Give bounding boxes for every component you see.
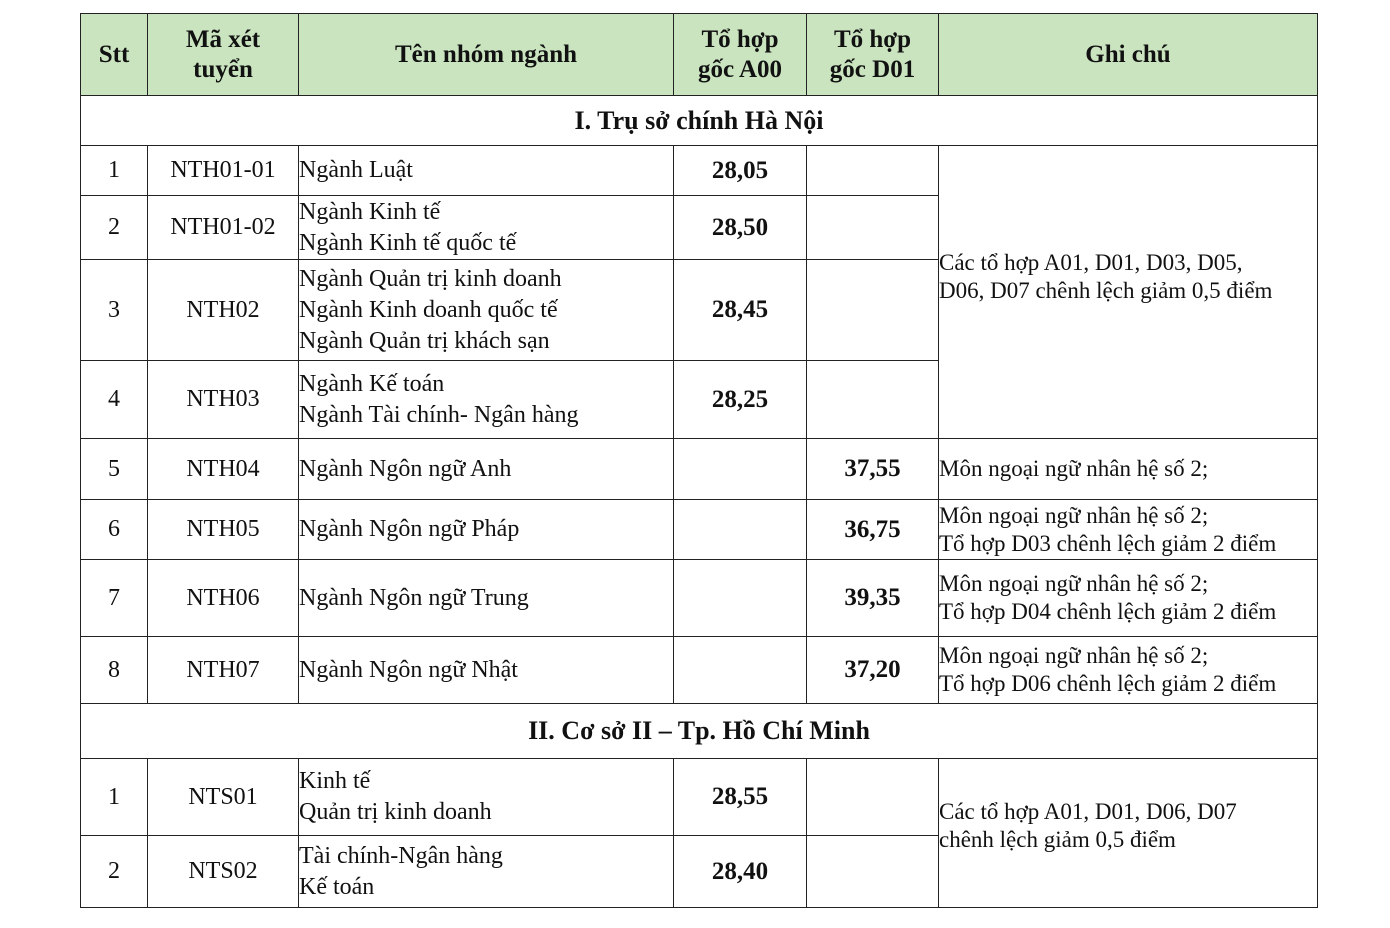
cell-ma: NTH05 — [148, 500, 299, 560]
cell-stt: 3 — [81, 260, 148, 361]
cell-stt: 2 — [81, 836, 148, 908]
cell-ma: NTH04 — [148, 439, 299, 500]
cell-d01 — [807, 146, 939, 196]
cell-stt: 6 — [81, 500, 148, 560]
cell-ten: Ngành Ngôn ngữ Trung — [299, 560, 674, 637]
cell-ten: Ngành Ngôn ngữ Pháp — [299, 500, 674, 560]
cell-ma: NTH07 — [148, 637, 299, 704]
header-to-hop-d01: Tổ hợp gốc D01 — [807, 14, 939, 96]
cell-ten: Ngành Ngôn ngữ Nhật — [299, 637, 674, 704]
header-ma-xet-tuyen: Mã xét tuyển — [148, 14, 299, 96]
cell-ma: NTH02 — [148, 260, 299, 361]
cell-d01: 37,20 — [807, 637, 939, 704]
cell-ten: Ngành Quản trị kinh doanh Ngành Kinh doanh quốc tế Ngành Quản trị khách sạn — [299, 260, 674, 361]
header-to-hop-a00: Tổ hợp gốc A00 — [674, 14, 807, 96]
table-header — [81, 14, 1318, 96]
cell-a00 — [674, 560, 807, 637]
cell-d01 — [807, 260, 939, 361]
cell-a00 — [674, 439, 807, 500]
cell-ma: NTH01-01 — [148, 146, 299, 196]
cell-a00 — [674, 637, 807, 704]
table-row — [81, 560, 1318, 637]
table-row — [81, 759, 1318, 836]
cell-stt: 1 — [81, 759, 148, 836]
header-ten-nhom-nganh: Tên nhóm ngành — [299, 14, 674, 96]
section-title-hcm: II. Cơ sở II – Tp. Hồ Chí Minh — [81, 704, 1318, 759]
cell-a00 — [674, 500, 807, 560]
cell-a00: 28,55 — [674, 759, 807, 836]
cell-stt: 8 — [81, 637, 148, 704]
cell-stt: 5 — [81, 439, 148, 500]
cell-stt: 7 — [81, 560, 148, 637]
cell-ma: NTH01-02 — [148, 196, 299, 260]
cell-ma: NTH06 — [148, 560, 299, 637]
cell-stt: 4 — [81, 361, 148, 439]
note-row8: Môn ngoại ngữ nhân hệ số 2; Tổ hợp D06 chênh lệch giảm 2 điểm — [939, 637, 1318, 704]
cell-d01: 37,55 — [807, 439, 939, 500]
cell-stt: 1 — [81, 146, 148, 196]
cell-ma: NTH03 — [148, 361, 299, 439]
cell-ten: Ngành Kinh tế Ngành Kinh tế quốc tế — [299, 196, 674, 260]
note-row7: Môn ngoại ngữ nhân hệ số 2; Tổ hợp D04 chênh lệch giảm 2 điểm — [939, 560, 1318, 637]
cell-d01 — [807, 836, 939, 908]
note-group-ha-noi: Các tổ hợp A01, D01, D03, D05, D06, D07 chênh lệch giảm 0,5 điểm — [939, 146, 1318, 439]
admission-score-table — [80, 13, 1318, 908]
section-title-ha-noi: I. Trụ sở chính Hà Nội — [81, 96, 1318, 146]
cell-ten: Ngành Kế toán Ngành Tài chính- Ngân hàng — [299, 361, 674, 439]
note-row5: Môn ngoại ngữ nhân hệ số 2; — [939, 439, 1318, 500]
table-row — [81, 500, 1318, 560]
note-group-hcm: Các tổ hợp A01, D01, D06, D07 chênh lệch giảm 0,5 điểm — [939, 759, 1318, 908]
table-row — [81, 439, 1318, 500]
cell-ten: Ngành Ngôn ngữ Anh — [299, 439, 674, 500]
cell-d01 — [807, 361, 939, 439]
cell-a00: 28,50 — [674, 196, 807, 260]
cell-d01 — [807, 759, 939, 836]
section-row — [81, 704, 1318, 759]
cell-ten: Kinh tế Quản trị kinh doanh — [299, 759, 674, 836]
table-row — [81, 637, 1318, 704]
cell-d01: 36,75 — [807, 500, 939, 560]
note-row6: Môn ngoại ngữ nhân hệ số 2; Tổ hợp D03 chênh lệch giảm 2 điểm — [939, 500, 1318, 560]
cell-ten: Tài chính-Ngân hàng Kế toán — [299, 836, 674, 908]
cell-a00: 28,40 — [674, 836, 807, 908]
cell-ma: NTS02 — [148, 836, 299, 908]
cell-a00: 28,45 — [674, 260, 807, 361]
cell-d01: 39,35 — [807, 560, 939, 637]
header-ghi-chu: Ghi chú — [939, 14, 1318, 96]
cell-ten: Ngành Luật — [299, 146, 674, 196]
cell-stt: 2 — [81, 196, 148, 260]
cell-a00: 28,25 — [674, 361, 807, 439]
cell-ma: NTS01 — [148, 759, 299, 836]
section-row — [81, 96, 1318, 146]
cell-d01 — [807, 196, 939, 260]
header-stt: Stt — [81, 14, 148, 96]
table-row — [81, 146, 1318, 196]
cell-a00: 28,05 — [674, 146, 807, 196]
